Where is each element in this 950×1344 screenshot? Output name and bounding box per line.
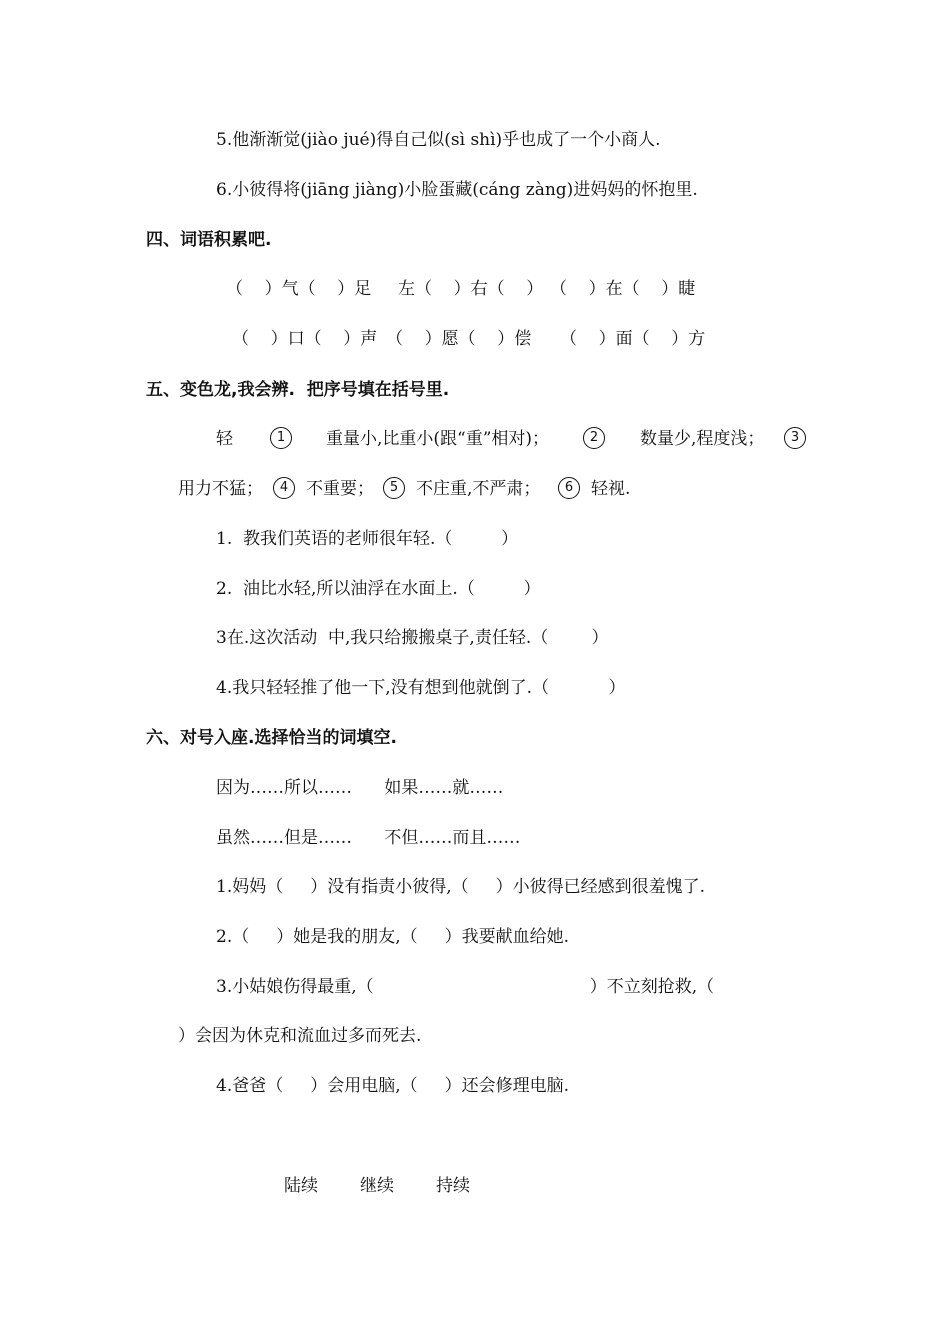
meaning-item-2: 2. 油比水轻,所以油浮在水面上.（ ） (216, 579, 541, 599)
fill-item-3-continued: ）会因为休克和流血过多而死去. (178, 1026, 422, 1046)
section-4-heading: 四、词语积累吧. (146, 230, 272, 250)
sense-text-3: 用力不猛； (178, 479, 263, 499)
meaning-item-3: 3在.这次活动 中,我只给搬搬桌子,责任轻.（ ） (216, 628, 609, 648)
word-bank-item-2: 继续 (360, 1176, 394, 1196)
meaning-item-4: 4.我只轻轻推了他一下,没有想到他就倒了.（ ） (216, 678, 626, 698)
word-bank-item-3: 持续 (436, 1176, 470, 1196)
section-5-heading: 五、变色龙,我会辨. 把序号填在括号里. (146, 380, 450, 400)
pinyin-item-5: 5.他渐渐觉(jiào jué)得自己似(sì shì)乎也成了一个小商人. (216, 130, 661, 150)
meaning-item-1: 1. 教我们英语的老师很年轻.（ ） (216, 529, 519, 549)
sense-text-6: 轻视. (591, 479, 631, 499)
sense-number-6: 6 (558, 477, 580, 499)
fill-item-1: 1.妈妈（ ）没有指责小彼得,（ ）小彼得已经感到很羞愧了. (216, 877, 706, 897)
sense-number-4: 4 (273, 477, 295, 499)
sense-number-1: 1 (270, 427, 292, 449)
section-6-heading: 六、对号入座.选择恰当的词填空. (146, 728, 397, 748)
sense-text-4: 不重要； (306, 479, 374, 499)
fill-item-3: 3.小姑娘伤得最重,（ ）不立刻抢救,（ (216, 977, 715, 997)
fill-item-4: 4.爸爸（ ）会用电脑,（ ）还会修理电脑. (216, 1076, 570, 1096)
sense-text-5: 不庄重,不严肃； (416, 479, 541, 499)
pinyin-item-6: 6.小彼得将(jiāng jiàng)小脸蛋藏(cáng zàng)进妈妈的怀抱里. (216, 180, 698, 200)
sense-text-2: 数量少,程度浅； (640, 429, 765, 449)
word-bank-item-1: 陆续 (284, 1176, 318, 1196)
sense-number-2: 2 (583, 427, 605, 449)
target-word: 轻 (216, 429, 233, 449)
idiom-row1-a: （ ）气（ ）足 (226, 279, 372, 299)
conjunction-options-2: 虽然……但是…… 不但……而且…… (216, 828, 521, 848)
idiom-row1-c: （ ）在（ ）睫 (550, 279, 696, 299)
sense-number-3: 3 (784, 427, 806, 449)
idiom-row1-b: 左（ ）右（ ） (398, 279, 544, 299)
idiom-row2-c: （ ）面（ ）方 (560, 329, 706, 349)
idiom-row2-a: （ ）口（ ）声 (232, 329, 378, 349)
conjunction-options-1: 因为……所以…… 如果……就…… (216, 778, 504, 798)
fill-item-2: 2.（ ）她是我的朋友,（ ）我要献血给她. (216, 927, 570, 947)
sense-number-5: 5 (383, 477, 405, 499)
idiom-row2-b: （ ）愿（ ）偿 (386, 329, 532, 349)
sense-text-1: 重量小,比重小(跟“重”相对)； (326, 429, 550, 449)
